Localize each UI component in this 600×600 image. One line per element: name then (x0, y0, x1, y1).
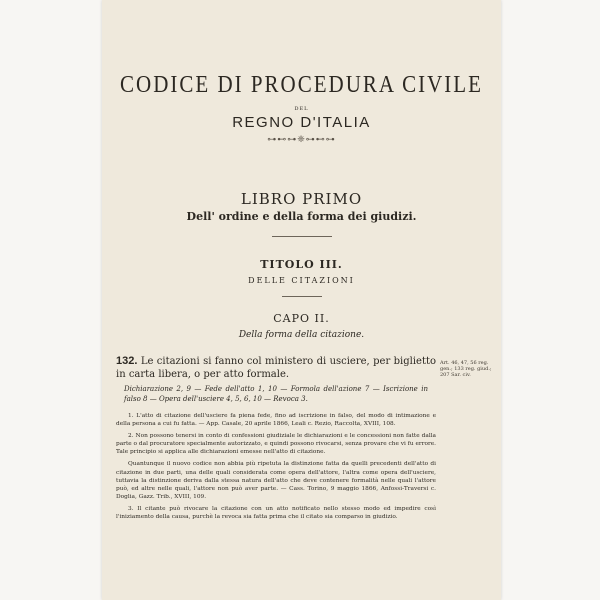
book-page (102, 0, 501, 600)
ornament-icon: ⊶⊷⊶❈⊶⊷⊶ (267, 135, 336, 145)
article-body: Le citazioni si fanno col ministero di usciere, per biglietto in carta libera, o per atto formale. (116, 356, 436, 380)
note-paragraph: 2. Non possono tenersi in conto di confessioni giudiziale le dichiarazioni e le concessioni non fatte dalla parte o dal procuratore specialmente autorizzato, e quindi possono rivocarsi, senza provare che vi fu errore. Tale principio si applica alle dichiarazioni emesse nell'atto di citazione. (116, 433, 436, 456)
capo-subtitle: Della forma della citazione. (238, 330, 365, 340)
article-text (116, 355, 436, 381)
capo-title: CAPO II. (273, 312, 330, 325)
note-paragraph: Quantunque il nuovo codice non abbia più ripetuta la distinzione fatta da quelli precedenti dell'atto di citazione in due parti, una delle quali considerata come opera dell'attore, l'altra come opera dell'usciere, tuttavia la distinzione deriva dalla stessa natura dell'atto che deve contenere formalità nelle quali l'attore può, ed altre nelle quali, l'attore non può aver parte. — Cass. Torino, 9 maggio 1866, Anfossi-Traversi c. Doglia, Gazz. Trib., XVIII, 109. (116, 461, 436, 500)
note-paragraph: 1. L'atto di citazione dell'usciere fa piena fede, fino ad iscrizione in falso, del modo di intimazione e della persona a cui fu fatta. — App. Casale, 20 aprile 1866, Leali c. Rezio, Raccolta, XVIII, 108. (116, 413, 436, 428)
note-paragraph: 3. Il citante può rivocare la citazione con un atto notificato nello stesso modo ed impedire così l'iniziamento della causa, purchè la revoca sia fatta prima che il citato sia comparso in giudizio. (116, 505, 436, 521)
divider (272, 236, 332, 237)
notes-block (116, 412, 436, 525)
divider (282, 296, 322, 297)
article-number: 132. (116, 355, 138, 367)
article-side-note: Art. 46, 47, 56 reg. gen.; 133 reg. giud.; 207 Sar. civ. (440, 360, 492, 378)
code-title: CODICE DI PROCEDURA CIVILE (120, 70, 483, 98)
titolo-title: TITOLO III. (260, 258, 343, 271)
regno-title: REGNO D'ITALIA (232, 114, 371, 131)
del-label: DEL (294, 106, 309, 112)
libro-title: LIBRO PRIMO (240, 190, 363, 208)
libro-subtitle: Dell' ordine e della forma dei giudizi. (186, 210, 417, 223)
titolo-subtitle: DELLE CITAZIONI (248, 276, 355, 285)
article-references: Dichiarazione 2, 9 — Fede dell'atto 1, 10 — Formola dell'azione 7 — Iscrizione in falso 8 — Opera dell'usciere 4, 5, 6, 10 — Revoca 3. (124, 385, 428, 403)
